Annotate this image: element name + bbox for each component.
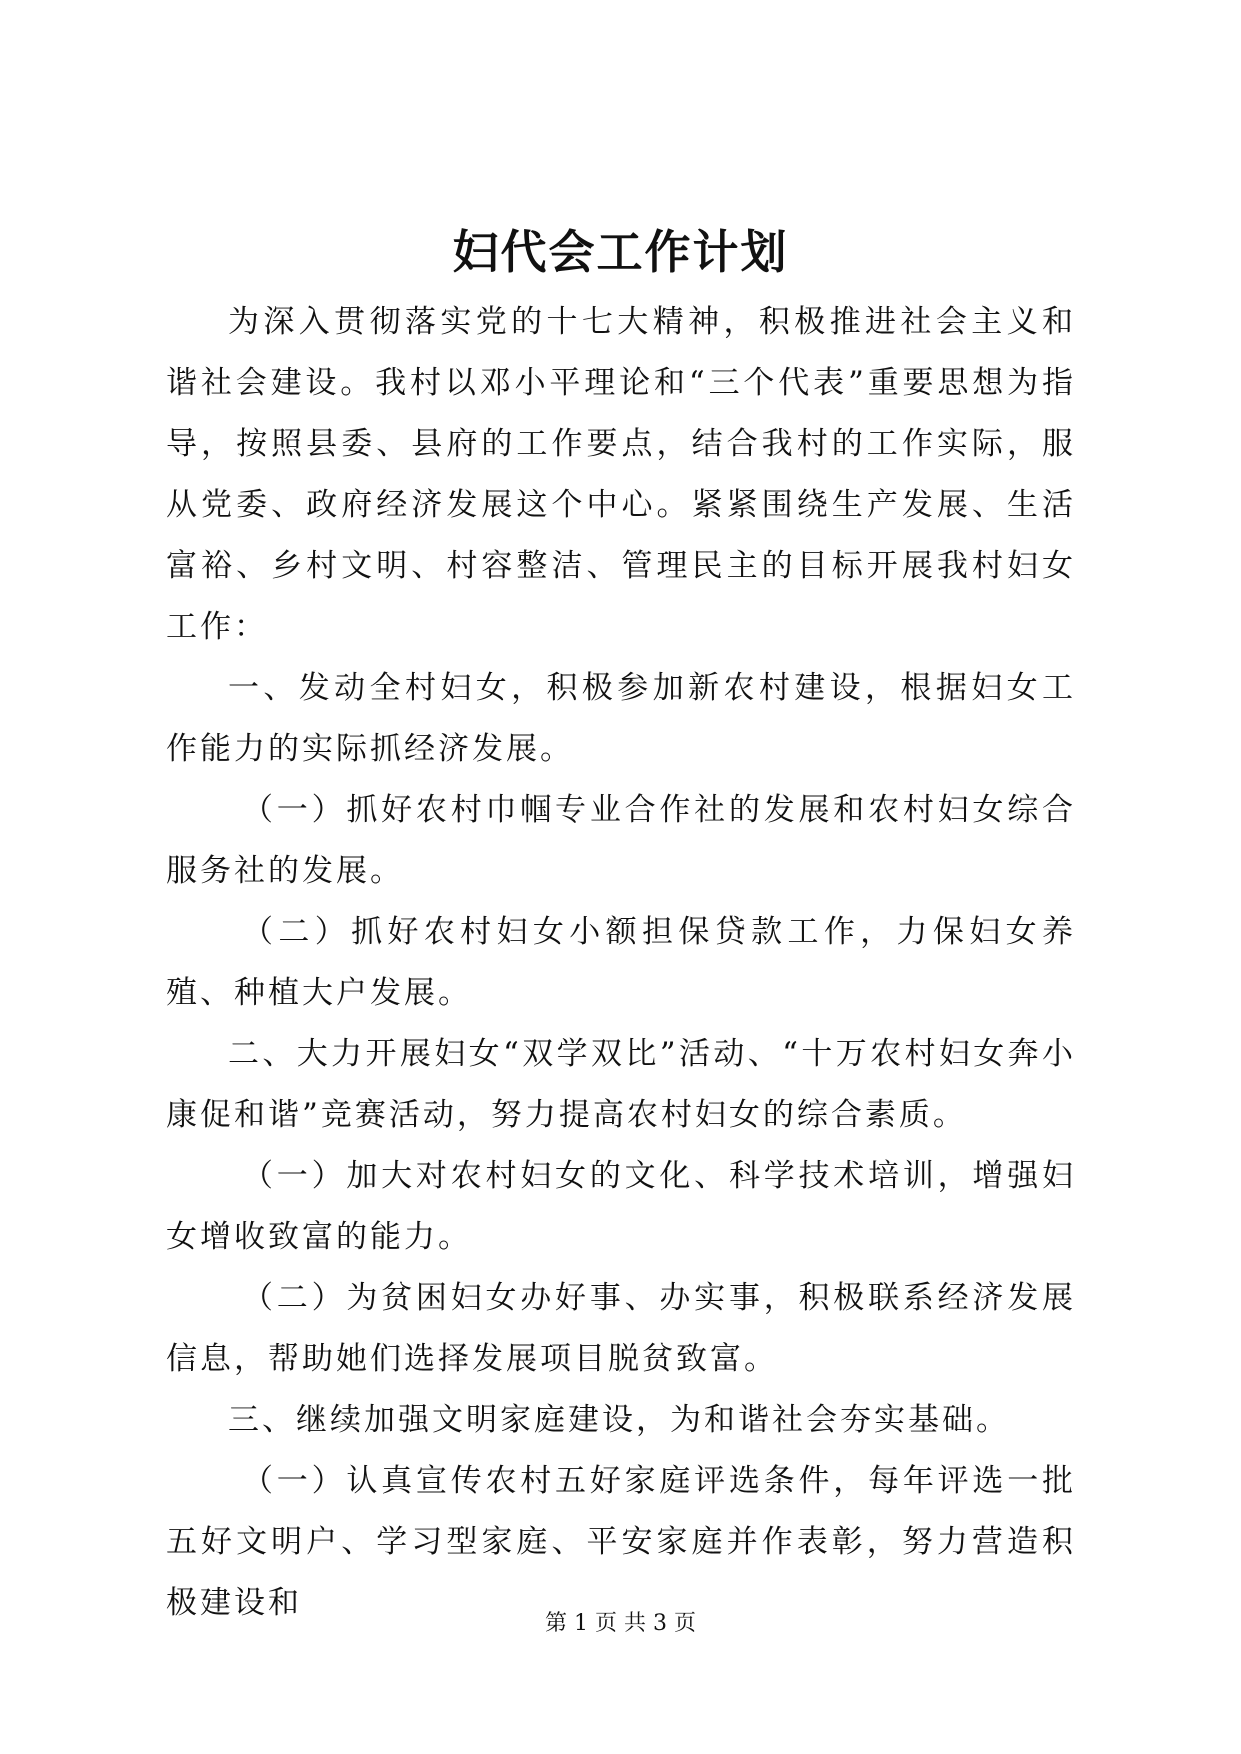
section-1-item-2: （二）抓好农村妇女小额担保贷款工作，力保妇女养殖、种植大户发展。 [166, 914, 1076, 1011]
section-1-heading: 一、发动全村妇女，积极参加新农村建设，根据妇女工作能力的实际抓经济发展。 [166, 670, 1076, 767]
document-body [166, 292, 1076, 1634]
page-number-footer: 第 1 页 共 3 页 [545, 1611, 696, 1636]
document-title: 妇代会工作计划 [452, 225, 789, 279]
section-1-item-1: （一）抓好农村巾帼专业合作社的发展和农村妇女综合服务社的发展。 [166, 792, 1076, 889]
intro-paragraph: 为深入贯彻落实党的十七大精神，积极推进社会主义和谐社会建设。我村以邓小平理论和“三个代表”重要思想为指导，按照县委、县府的工作要点，结合我村的工作实际，服从党委、政府经济发展这个中心。紧紧围绕生产发展、生活富裕、乡村文明、村容整洁、管理民主的目标开展我村妇女工作： [166, 304, 1076, 645]
section-3-item-1: （一）认真宣传农村五好家庭评选条件，每年评选一批五好文明户、学习型家庭、平安家庭并作表彰，努力营造积极建设和 [166, 1463, 1076, 1621]
section-2-item-1: （一）加大对农村妇女的文化、科学技术培训，增强妇女增收致富的能力。 [166, 1158, 1076, 1255]
section-2-item-2: （二）为贫困妇女办好事、办实事，积极联系经济发展信息，帮助她们选择发展项目脱贫致富。 [166, 1280, 1076, 1377]
section-3-heading: 三、继续加强文明家庭建设，为和谐社会夯实基础。 [228, 1402, 1010, 1438]
section-2-heading: 二、大力开展妇女“双学双比”活动、“十万农村妇女奔小康促和谐”竞赛活动，努力提高农村妇女的综合素质。 [166, 1036, 1076, 1133]
